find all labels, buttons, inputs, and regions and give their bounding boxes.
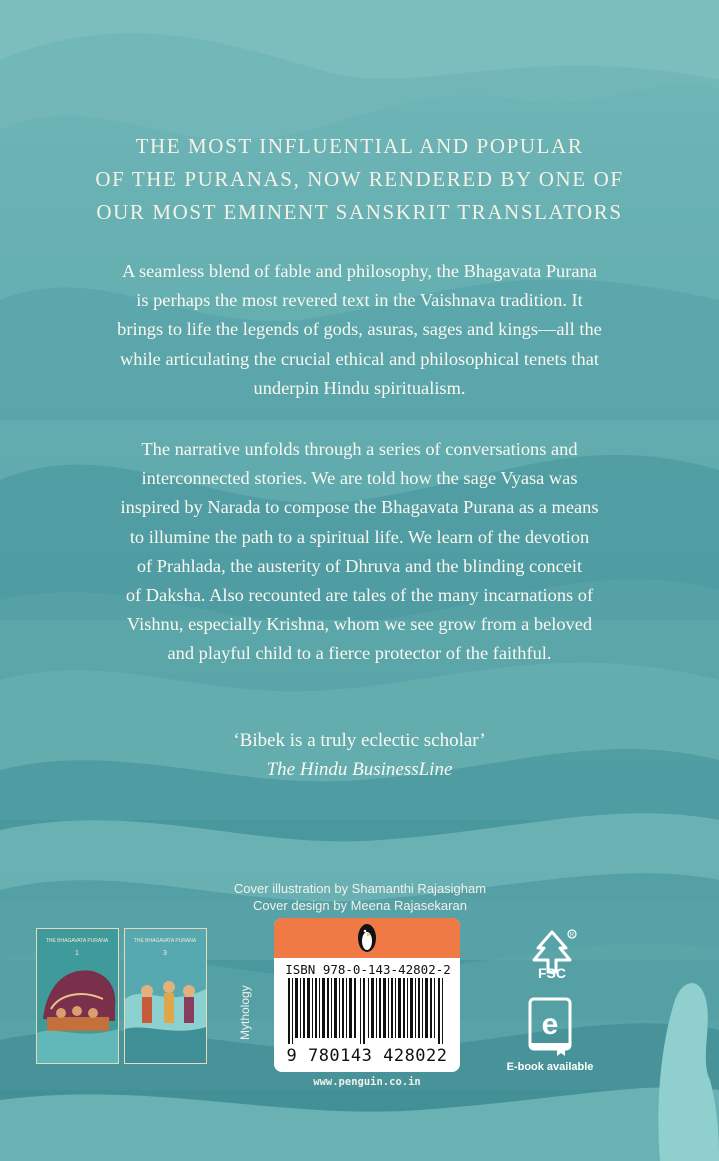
quote-text: ‘Bibek is a truly eclectic scholar’	[233, 730, 486, 751]
quote-source: The Hindu BusinessLine	[266, 759, 453, 780]
headline	[60, 130, 659, 229]
isbn-barcode	[274, 918, 460, 1072]
headline-line: OUR MOST EMINENT SANSKRIT TRANSLATORS	[96, 200, 623, 224]
barcode-bars	[288, 978, 446, 1044]
blurb-line: to illumine the path to a spiritual life. We learn of the devotion	[129, 526, 590, 547]
headline-line: OF THE PURANAS, NOW RENDERED BY ONE OF	[95, 167, 624, 191]
blurb-line: and playful child to a fierce protector of the faithful.	[167, 643, 552, 664]
series-volume-thumbnail	[36, 928, 119, 1064]
publisher-website: www.penguin.co.in	[313, 1076, 421, 1088]
publisher-band	[274, 918, 460, 958]
blurb-line: Vishnu, especially Krishna, whom we see grow from a beloved	[126, 614, 593, 635]
blurb-line: is perhaps the most revered text in the Vaishnava tradition. It	[136, 290, 583, 311]
illustration-credit: Cover illustration by Shamanthi Rajasigham	[233, 881, 487, 896]
blurb-line: inspired by Narada to compose the Bhagavata Purana as a means	[120, 497, 599, 518]
cover-credits	[160, 880, 560, 914]
blurb-line: interconnected stories. We are told how the sage Vyasa was	[141, 468, 578, 489]
blurb-line: underpin Hindu spiritualism.	[253, 377, 466, 398]
penguin-logo-icon	[274, 918, 460, 958]
thumbnail-volume: 3	[163, 950, 167, 957]
design-credit: Cover design by Meena Rajasekaran	[253, 898, 467, 913]
isbn-digits: 9 780143 428022	[286, 1046, 448, 1066]
series-volume-thumbnail	[124, 928, 207, 1064]
ebook-label: E-book available	[506, 1061, 594, 1073]
review-quote	[120, 726, 599, 784]
blurb-line: while articulating the crucial ethical and philosophical tenets that	[119, 348, 599, 369]
thumbnail-title: THE BHAGAVATA PURANA	[45, 938, 109, 944]
blurb-paragraph-2	[95, 435, 624, 669]
blurb-line: A seamless blend of fable and philosophy, the Bhagavata Purana	[122, 261, 597, 281]
category-label: Mythology	[238, 985, 252, 1040]
thumbnail-volume: 1	[75, 950, 79, 957]
svg-text:e: e	[541, 1008, 559, 1041]
isbn-label: ISBN 978-0-143-42802-2	[285, 962, 451, 977]
blurb-paragraph-1	[95, 257, 624, 403]
blurb-line: brings to life the legends of gods, asuras, sages and kings—all the	[117, 319, 602, 340]
ebook-icon	[527, 996, 573, 1056]
thumbnail-title: THE BHAGAVATA PURANA	[133, 938, 197, 944]
blurb-line: The narrative unfolds through a series of conversations and	[141, 439, 578, 459]
svg-text:R: R	[569, 932, 575, 939]
fsc-label: FSC	[538, 965, 566, 981]
blurb-line: of Daksha. Also recounted are tales of the many incarnations of	[125, 585, 594, 606]
blurb-line: of Prahlada, the austerity of Dhruva and the blinding conceit	[136, 555, 583, 576]
headline-line: THE MOST INFLUENTIAL AND POPULAR	[135, 134, 584, 158]
